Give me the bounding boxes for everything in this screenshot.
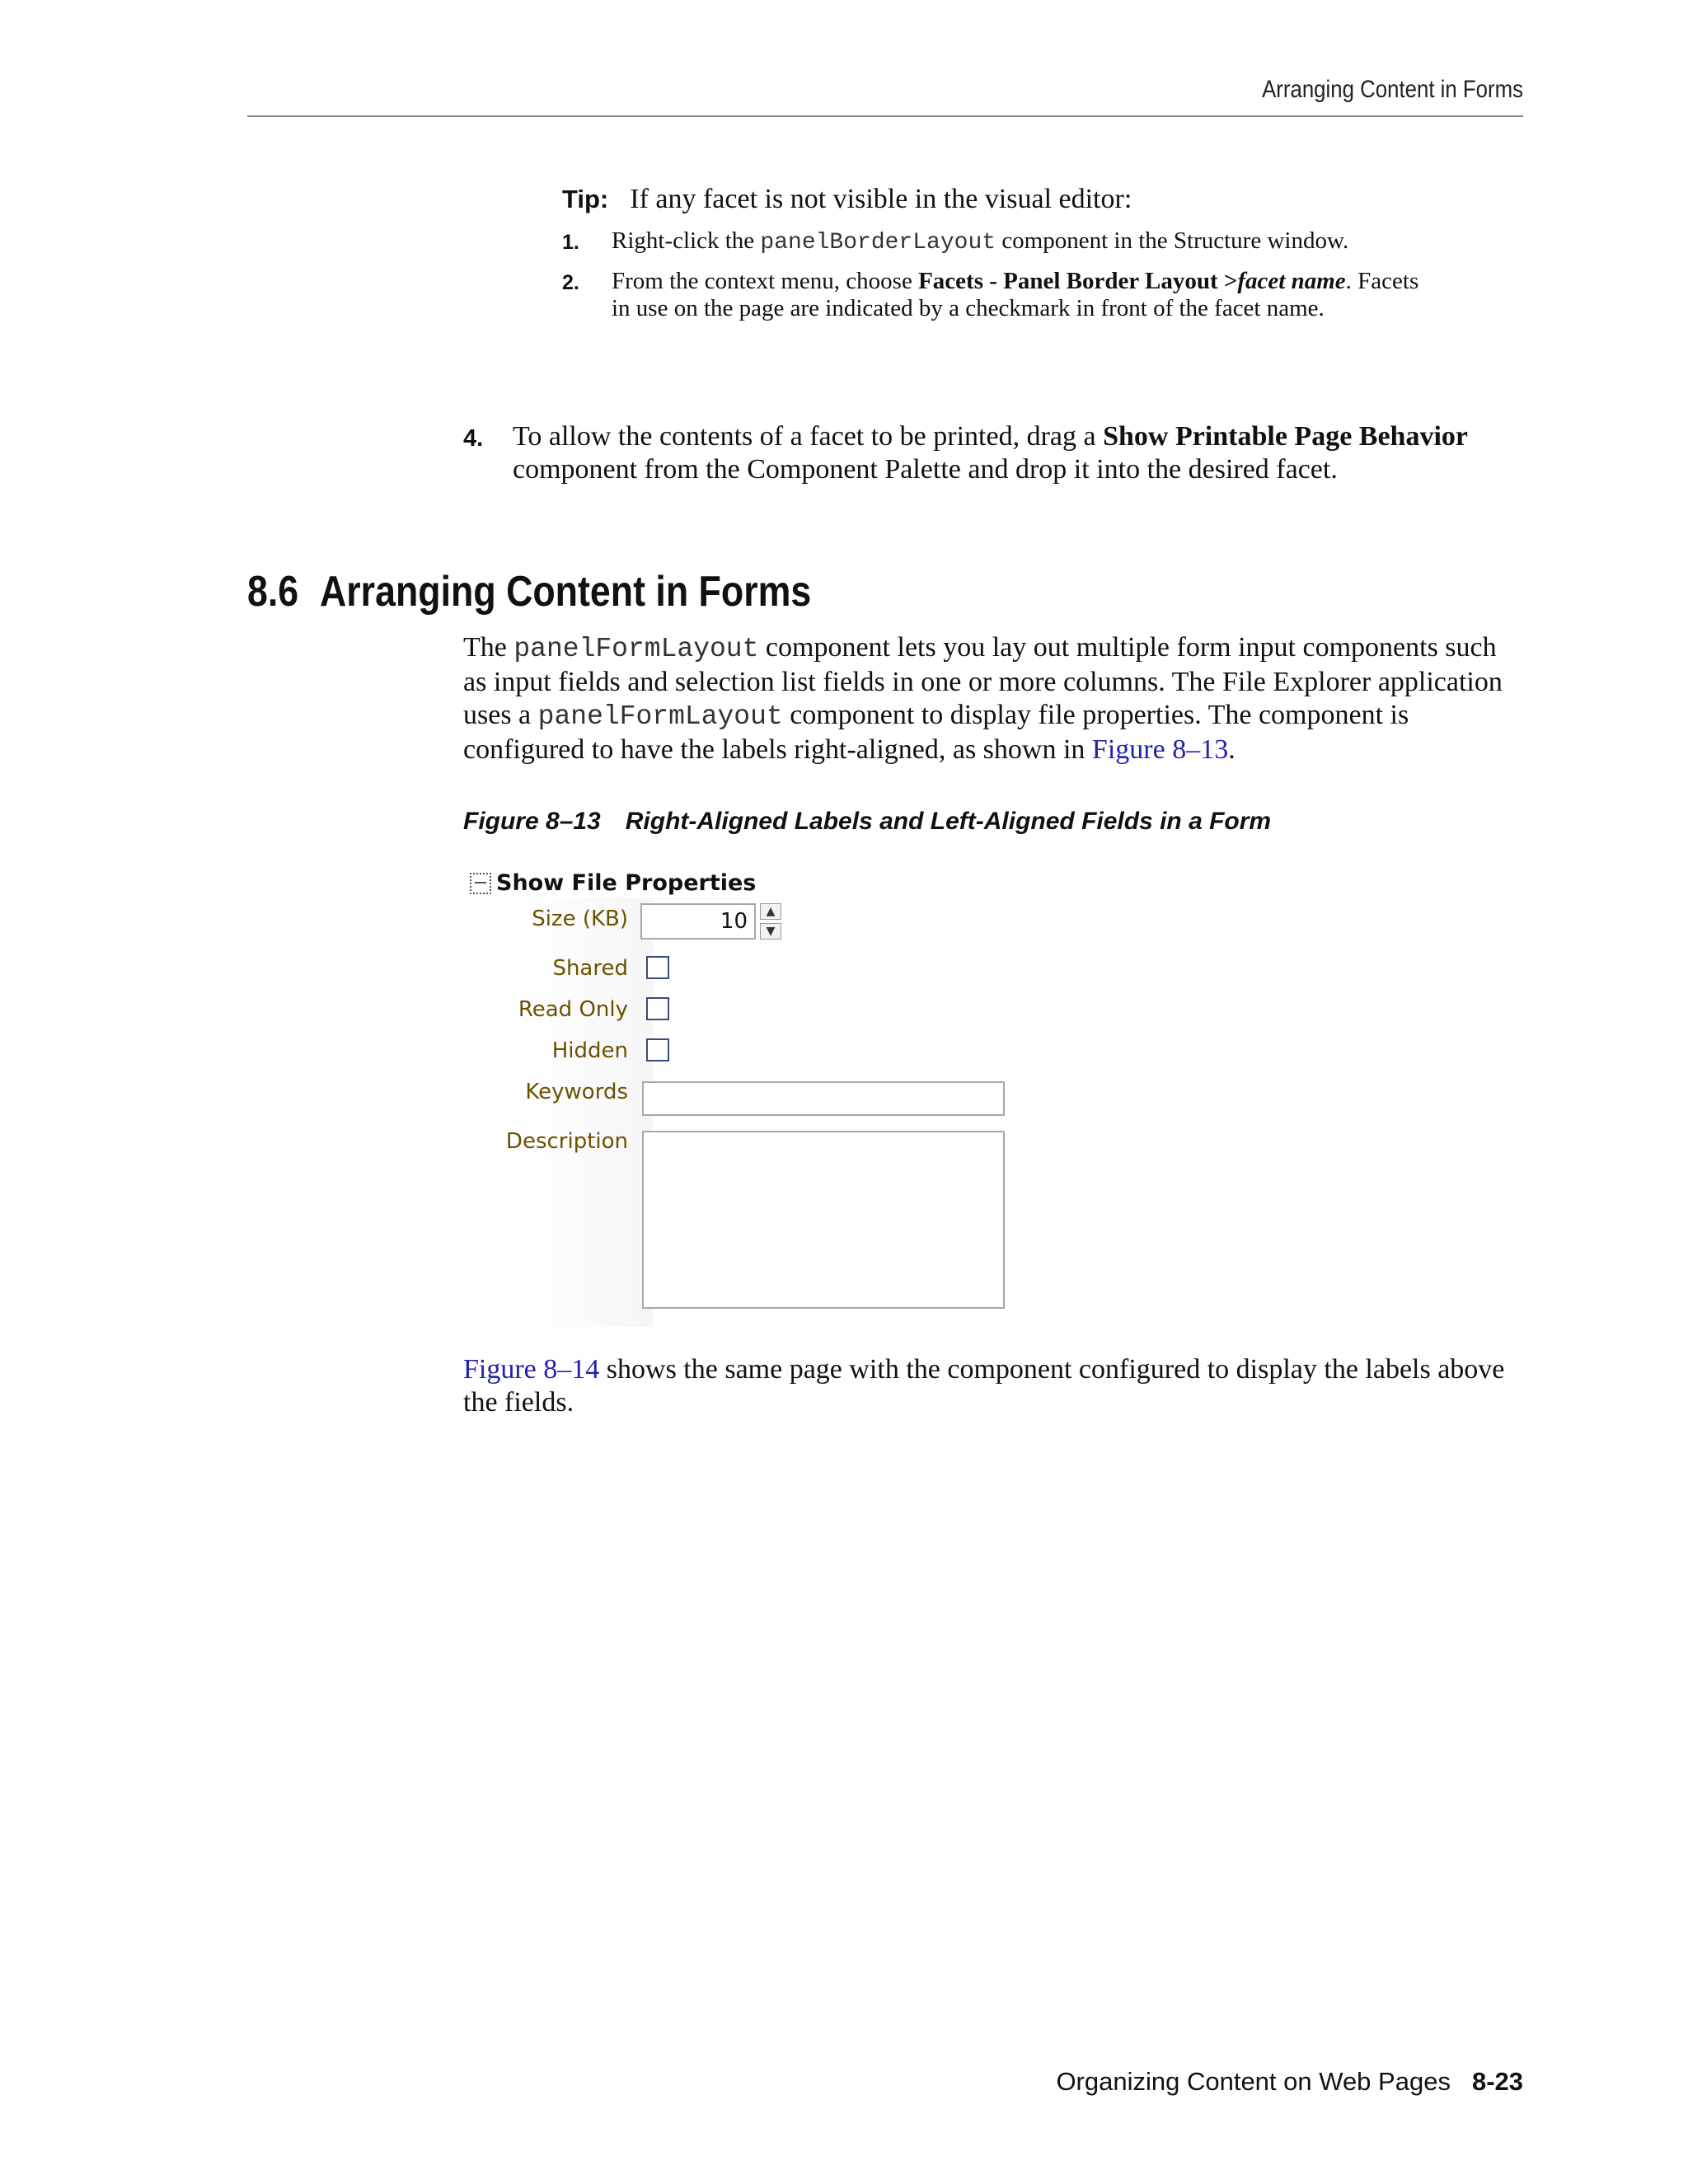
- form-header-label: Show File Properties: [496, 870, 757, 896]
- spin-up-icon[interactable]: ▲: [760, 903, 781, 920]
- body-paragraph: [463, 1353, 1526, 1419]
- shared-checkbox[interactable]: [646, 956, 669, 979]
- tip-step-text: component in the Structure window.: [996, 227, 1349, 254]
- shared-label: Shared: [552, 956, 628, 981]
- text-run: component lets you lay out multiple form input components such as input fields and selection list fields in one or more columns. The File Explorer application uses a: [463, 632, 1503, 730]
- running-header: Arranging Content in Forms: [1262, 76, 1523, 103]
- read-only-label: Read Only: [518, 997, 628, 1022]
- figure-title: Right-Aligned Labels and Left-Aligned Fields in a Form: [625, 808, 1272, 835]
- form-header: [470, 870, 756, 896]
- tip-step-text: Right-click the: [612, 227, 761, 254]
- footer-title: Organizing Content on Web Pages: [1056, 2067, 1451, 2096]
- step-4: [463, 420, 1576, 486]
- tip-text: If any facet is not visible in the visual editor:: [630, 184, 1132, 214]
- menu-path: Facets - Panel Border Layout >: [918, 268, 1238, 294]
- step-text: To allow the contents of a facet to be printed, drag a: [513, 421, 1104, 452]
- tip-step-number: 1.: [562, 231, 579, 254]
- page-footer: [907, 2067, 1523, 2097]
- facet-name-placeholder: facet name: [1237, 268, 1346, 294]
- tip-label: Tip:: [562, 185, 609, 213]
- text-run: The: [463, 632, 514, 663]
- code-panelformlayout: panelFormLayout: [513, 634, 759, 664]
- figure-caption: [463, 808, 1271, 836]
- figure-screenshot: [463, 865, 1452, 1327]
- text-run: component to display file properties. The component is configured to have the labels right-aligned, as shown in: [463, 700, 1409, 765]
- hidden-label: Hidden: [551, 1038, 628, 1063]
- text-run: shows the same page with the component configured to display the labels above the fields.: [463, 1354, 1505, 1418]
- text-run: .: [1228, 734, 1236, 765]
- code-panelborderlayout: panelBorderLayout: [760, 230, 996, 255]
- figure-number: Figure 8–13: [463, 808, 601, 835]
- collapse-icon: [470, 873, 491, 894]
- hidden-checkbox[interactable]: [646, 1038, 669, 1062]
- tip-step-number: 2.: [562, 271, 579, 294]
- description-label: Description: [505, 1129, 628, 1154]
- tip-step-text: From the context menu, choose: [612, 268, 919, 294]
- step-text: component from the Component Palette and drop it into the desired facet.: [513, 454, 1338, 485]
- section-title: Arranging Content in Forms: [319, 568, 812, 616]
- page-number: 8-23: [1471, 2067, 1523, 2096]
- size-spinner: [760, 903, 783, 941]
- description-textarea[interactable]: [642, 1131, 1005, 1309]
- section-heading: [247, 567, 811, 616]
- size-input[interactable]: 10: [640, 903, 756, 940]
- code-panelformlayout: panelFormLayout: [537, 701, 783, 732]
- header-rule: [247, 115, 1523, 117]
- read-only-checkbox[interactable]: [646, 997, 669, 1020]
- component-name: Show Printable Page Behavior: [1103, 421, 1469, 452]
- size-label: Size (KB): [532, 907, 628, 931]
- keywords-input[interactable]: [642, 1081, 1005, 1116]
- figure-8-14-link[interactable]: Figure 8–14: [463, 1354, 600, 1385]
- tip-box: [562, 181, 1428, 334]
- section-number: 8.6: [247, 568, 299, 616]
- tip-steps: [562, 227, 1428, 322]
- spin-down-icon[interactable]: ▼: [760, 923, 781, 940]
- tip-step-2: [562, 268, 1428, 322]
- tip-line: [562, 181, 1428, 218]
- tip-step-1: [562, 227, 1428, 256]
- step-number: 4.: [463, 425, 484, 452]
- keywords-label: Keywords: [525, 1080, 628, 1104]
- body-paragraph: [463, 631, 1526, 766]
- figure-8-13-link[interactable]: Figure 8–13: [1091, 734, 1229, 765]
- tip-step-text: . Facets in use on the page are indicated by a checkmark in front of the facet name.: [612, 268, 1419, 321]
